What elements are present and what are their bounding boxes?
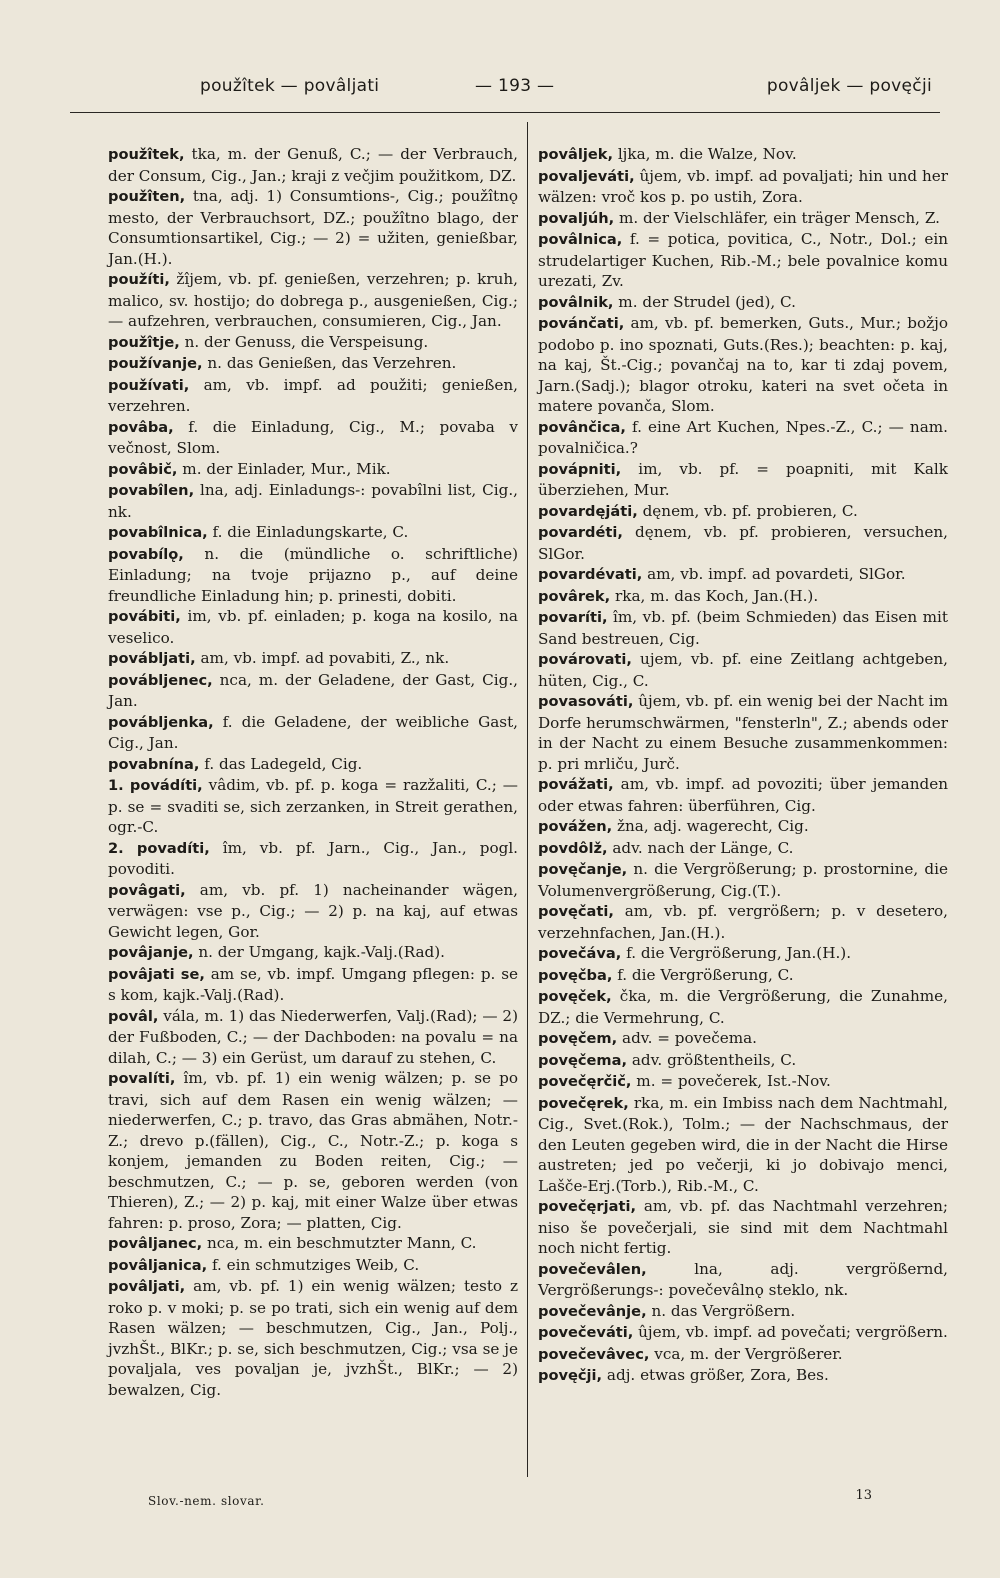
dictionary-entry bbox=[108, 838, 518, 880]
entry-headword: povâljati, bbox=[108, 1278, 186, 1295]
dictionary-entry bbox=[108, 1006, 518, 1069]
header-left-guideword: použîtek — povâljati bbox=[200, 76, 380, 96]
dictionary-entry bbox=[538, 1071, 948, 1093]
dictionary-entry bbox=[108, 712, 518, 754]
entry-definition: rka, m. ein Imbiss nach dem Nachtmahl, Cig., Svet.(Rok.), Tolm.; — der Nachschmaus, der den Leuten gegeben wird, die in der Nacht die Hirse austreten; jed po večerji, ki jo dobivajo menci, Lašče-Erj.(Torb.), Rib.-M., C. bbox=[538, 1093, 948, 1195]
entry-headword: povâjati se, bbox=[108, 965, 205, 983]
dictionary-entry bbox=[538, 774, 948, 816]
entry-headword: povaljúh, bbox=[538, 209, 615, 227]
entry-definition: m. der Einlader, Mur., Mik. bbox=[177, 459, 391, 478]
entry-definition: m. der Vielschläfer, ein träger Mensch, Z. bbox=[614, 208, 940, 227]
dictionary-entry bbox=[108, 459, 518, 481]
dictionary-entry bbox=[108, 1233, 518, 1255]
dictionary-entry bbox=[538, 1050, 948, 1072]
entry-headword: povečęrek, bbox=[538, 1094, 629, 1112]
dictionary-entry bbox=[108, 1068, 518, 1233]
header-rule bbox=[70, 112, 940, 113]
entry-definition: am se, vb. impf. Umgang pflegen: p. se s kom, kajk.-Valj.(Rad). bbox=[108, 964, 518, 1004]
entry-definition: n. die Vergrößerung; p. prostornine, die Volumenvergrößerung, Cig.(T.). bbox=[538, 860, 948, 900]
entry-definition: im, vb. pf. einladen; p. koga na kosilo, na veselico. bbox=[108, 607, 518, 647]
entry-headword: povečevânje, bbox=[538, 1302, 647, 1320]
entry-definition: îm, vb. pf. (beim Schmieden) das Eisen mit Sand bestreuen, Cig. bbox=[538, 608, 948, 648]
dictionary-entry bbox=[108, 186, 518, 269]
entry-definition: nca, m. der Geladene, der Gast, Cig., Jan. bbox=[108, 670, 518, 710]
entry-definition: žna, adj. wagerecht, Cig. bbox=[612, 817, 809, 835]
entry-headword: povasováti, bbox=[538, 693, 634, 710]
dictionary-entry bbox=[108, 353, 518, 375]
entry-headword: použíti, bbox=[108, 271, 170, 288]
entry-headword: povâl, bbox=[108, 1007, 159, 1025]
entry-definition: dęnem, vb. pf. probieren, C. bbox=[637, 501, 858, 520]
entry-definition: am, vb. pf. 1) ein wenig wälzen; testo z roko p. v moki; p. se po trati, sich ein wenig auf dem Rasen wälzen; — beschmutzen, Cig., Jan., Polj., jvzhŠt., BlKr.; p. se, sich beschmutzen, Cig.; vsa se je povaljala, ves povaljan je, jvzhŠt., BlKr.; — 2) bewalzen, Cig. bbox=[108, 1277, 518, 1399]
entry-definition: adj. etwas größer, Zora, Bes. bbox=[602, 1366, 829, 1384]
entry-definition: f. das Ladegeld, Cig. bbox=[199, 754, 363, 773]
dictionary-entry bbox=[108, 880, 518, 943]
entry-definition: adv. = povečema. bbox=[617, 1029, 757, 1047]
entry-definition: n. die (mündliche o. schriftliche) Einladung; na tvoje prijazno p., auf deine freundliche Einladung hin; p. prinesti, dobiti. bbox=[108, 544, 518, 605]
entry-definition: am, vb. pf. vergrößern; p. v desetero, verzehnfachen, Jan.(H.). bbox=[538, 902, 948, 942]
dictionary-entry bbox=[108, 1255, 518, 1277]
entry-headword: použîtje, bbox=[108, 333, 180, 351]
entry-headword: povážen, bbox=[538, 818, 613, 835]
entry-headword: povábljenka, bbox=[108, 713, 214, 731]
dictionary-entry bbox=[108, 417, 518, 459]
entry-definition: f. = potica, povitica, C., Notr., Dol.; ein strudelartiger Kuchen, Rib.-M.; bele povalnice komu urezati, Zv. bbox=[538, 230, 948, 290]
entry-definition: f. die Geladene, der weibliche Gast, Cig., Jan. bbox=[108, 712, 518, 752]
entry-headword: povaljeváti, bbox=[538, 167, 635, 185]
entry-headword: povâjanje, bbox=[108, 944, 194, 961]
entry-definition: f. die Vergrößerung, C. bbox=[612, 965, 794, 984]
entry-headword: povážati, bbox=[538, 776, 614, 793]
entry-definition: lna, adj. Einladungs-: povabîlni list, Cig., nk. bbox=[108, 481, 518, 521]
entry-headword: povęčema, bbox=[538, 1051, 628, 1069]
entry-headword: povâlnica, bbox=[538, 231, 623, 248]
entry-definition: îm, vb. pf. 1) ein wenig wälzen; p. se po travi, sich auf dem Rasen ein wenig wälzen; — niederwerfen, C.; p. travo, das Gras abmähen, Notr.-Z.; drevo p.(fällen), Cig., C., Notr.-Z.; p. koga s konjem, jemanden zu Boden reiten, Cig.; — beschmutzen, C.; — p. se, geboren werden (von Thieren), Z.; — 2) p. kaj, mit einer Walze über etwas fahren: p. proso, Zora; — platten, Cig. bbox=[108, 1069, 518, 1232]
entry-headword: použîtek, bbox=[108, 146, 185, 163]
entry-definition: f. die Vergrößerung, Jan.(H.). bbox=[621, 944, 852, 962]
entry-definition: nca, m. ein beschmutzter Mann, C. bbox=[202, 1234, 477, 1252]
entry-headword: povábiti, bbox=[108, 608, 181, 625]
entry-definition: dęnem, vb. pf. probieren, versuchen, SlGor. bbox=[538, 523, 948, 563]
dictionary-entry bbox=[538, 1322, 948, 1344]
entry-headword: povâlnik, bbox=[538, 293, 614, 311]
entry-headword: povečáva, bbox=[538, 945, 622, 962]
dictionary-entry bbox=[538, 459, 948, 501]
entry-headword: povardévati, bbox=[538, 566, 643, 583]
entry-headword: povęčati, bbox=[538, 903, 614, 920]
dictionary-entry bbox=[538, 208, 948, 230]
dictionary-entry bbox=[538, 1259, 948, 1301]
footer-title: Slov.-nem. slovar. bbox=[148, 1494, 265, 1508]
dictionary-entry bbox=[538, 649, 948, 691]
dictionary-entry bbox=[538, 522, 948, 564]
entry-definition: tna, adj. 1) Consumtions-, Cig.; použîtnǫ mesto, der Verbrauchsort, DZ.; použîtno blago, der Consumtionsartikel, Cig.; — 2) = užiten, genießbar, Jan.(H.). bbox=[108, 187, 518, 268]
running-header bbox=[70, 76, 932, 106]
entry-definition: am, vb. pf. 1) nacheinander wägen, verwägen: vse p., Cig.; — 2) p. na kaj, auf etwas Gewicht legen, Gor. bbox=[108, 880, 518, 941]
entry-definition: vca, m. der Vergrößerer. bbox=[649, 1344, 843, 1363]
entry-definition: f. die Einladungskarte, C. bbox=[207, 523, 409, 541]
dictionary-entry bbox=[538, 1093, 948, 1197]
dictionary-entry bbox=[538, 901, 948, 943]
dictionary-entry bbox=[108, 480, 518, 522]
entry-definition: tka, m. der Genuß, C.; — der Verbrauch, der Consum, Cig., Jan.; kraji z večjim použitkom, DZ. bbox=[108, 145, 518, 185]
entry-definition: m. der Strudel (jed), C. bbox=[613, 292, 796, 311]
dictionary-entry bbox=[108, 522, 518, 544]
entry-definition: lna, adj. vergrößernd, Vergrößerungs-: povečevâlnǫ steklo, nk. bbox=[538, 1259, 948, 1299]
dictionary-entry bbox=[538, 1301, 948, 1323]
entry-headword: povánčati, bbox=[538, 315, 625, 332]
dictionary-entry bbox=[538, 501, 948, 523]
entry-headword: povečevâvec, bbox=[538, 1345, 650, 1363]
entry-headword: povárovati, bbox=[538, 651, 632, 668]
entry-headword: používanje, bbox=[108, 355, 203, 372]
entry-headword: povečęrčič, bbox=[538, 1073, 632, 1090]
dictionary-entry bbox=[538, 1196, 948, 1259]
left-column bbox=[108, 144, 518, 1400]
dictionary-entry bbox=[108, 670, 518, 712]
entry-definition: ûjem, vb. impf. ad povečati; vergrößern. bbox=[633, 1323, 948, 1341]
entry-headword: povalíti, bbox=[108, 1070, 176, 1087]
right-column bbox=[538, 144, 948, 1387]
dictionary-entry bbox=[538, 144, 948, 166]
entry-headword: povârek, bbox=[538, 587, 611, 605]
page-number: — 193 — bbox=[475, 76, 555, 96]
dictionary-entry bbox=[108, 375, 518, 417]
dictionary-entry bbox=[538, 1028, 948, 1050]
entry-definition: am, vb. impf. ad povardeti, SlGor. bbox=[642, 565, 906, 583]
dictionary-entry bbox=[538, 417, 948, 459]
dictionary-entry bbox=[538, 564, 948, 586]
entry-definition: îm, vb. pf. Jarn., Cig., Jan., pogl. povoditi. bbox=[108, 838, 519, 878]
dictionary-entry bbox=[538, 859, 948, 901]
dictionary-entry bbox=[538, 292, 948, 314]
entry-headword: povęčji, bbox=[538, 1367, 603, 1384]
entry-definition: adv. größtentheils, C. bbox=[627, 1050, 797, 1069]
entry-definition: am, vb. impf. ad povabiti, Z., nk. bbox=[195, 649, 450, 667]
dictionary-entry bbox=[538, 607, 948, 649]
entry-definition: n. das Vergrößern. bbox=[646, 1301, 796, 1320]
entry-definition: vála, m. 1) das Niederwerfen, Valj.(Rad); — 2) der Fußboden, C.; — der Dachboden: na povalu = na dilah, C.; — 3) ein Gerüst, um darauf zu stehen, C. bbox=[108, 1006, 518, 1067]
dictionary-entry bbox=[108, 775, 518, 838]
dictionary-entry bbox=[108, 942, 518, 964]
dictionary-entry bbox=[538, 313, 948, 417]
entry-headword: povdôlž, bbox=[538, 839, 608, 857]
entry-headword: povęčem, bbox=[538, 1030, 618, 1047]
dictionary-entry bbox=[108, 648, 518, 670]
entry-headword: povęčba, bbox=[538, 966, 613, 984]
entry-headword: povabîlen, bbox=[108, 482, 195, 499]
entry-headword: povâljanica, bbox=[108, 1256, 208, 1274]
entry-headword: povâljanec, bbox=[108, 1235, 203, 1252]
entry-headword: povečęrjati, bbox=[538, 1198, 637, 1215]
entry-headword: 1. povádíti, bbox=[108, 777, 203, 794]
dictionary-entry bbox=[108, 606, 518, 648]
dictionary-entry bbox=[108, 144, 518, 186]
entry-definition: ujem, vb. pf. eine Zeitlang achtgeben, hüten, Cig., C. bbox=[538, 650, 948, 690]
column-divider bbox=[527, 122, 528, 1477]
dictionary-entry bbox=[108, 332, 518, 354]
entry-definition: rka, m. das Koch, Jan.(H.). bbox=[610, 586, 819, 605]
entry-definition: f. die Einladung, Cig., M.; povaba v večnost, Slom. bbox=[108, 417, 518, 457]
dictionary-entry bbox=[538, 166, 948, 208]
entry-headword: 2. povadíti, bbox=[108, 839, 210, 857]
entry-headword: použîten, bbox=[108, 188, 186, 205]
entry-headword: povęček, bbox=[538, 988, 612, 1005]
entry-definition: ûjem, vb. impf. ad povaljati; hin und her wälzen: vroč kos p. po ustih, Zora. bbox=[538, 166, 948, 206]
entry-definition: am, vb. impf. ad povoziti; über jemanden oder etwas fahren: überführen, Cig. bbox=[538, 775, 948, 815]
entry-definition: n. der Umgang, kajk.-Valj.(Rad). bbox=[193, 943, 446, 961]
entry-definition: žîjem, vb. pf. genießen, verzehren; p. kruh, malico, sv. hostijo; do dobrega p., ausgenießen, Cig.; — aufzehren, verbrauchen, consumieren, Cig., Jan. bbox=[108, 270, 518, 330]
entry-definition: vâdim, vb. pf. p. koga = razžaliti, C.; — p. se = svaditi se, sich zerzanken, in Streit gerathen, ogr.-C. bbox=[108, 776, 518, 836]
entry-definition: n. das Genießen, das Verzehren. bbox=[202, 354, 457, 372]
dictionary-entry bbox=[538, 965, 948, 987]
entry-headword: povardęjáti, bbox=[538, 502, 638, 520]
dictionary-entry bbox=[538, 586, 948, 608]
entry-headword: povâbič, bbox=[108, 460, 178, 478]
dictionary-entry bbox=[108, 1276, 518, 1400]
entry-definition: ljka, m. die Walze, Nov. bbox=[613, 145, 797, 163]
header-right-guideword: povâljek — povęčji bbox=[766, 76, 932, 96]
entry-definition: am, vb. pf. bemerken, Guts., Mur.; božjo podobo p. ino spoznati, Guts.(Res.); beachten: p. kaj, na kaj, Št.-Cig.; povančaj na to, kar ti zdaj povem, Jarn.(Sadj.); blagor otroku, kateri na svet očeta in matere povanča, Slom. bbox=[538, 314, 948, 415]
dictionary-entry bbox=[108, 544, 518, 607]
dictionary-entry bbox=[108, 964, 518, 1006]
entry-headword: povâba, bbox=[108, 418, 174, 436]
entry-definition: am, vb. pf. das Nachtmahl verzehren; niso še povečerjali, sie sind mit dem Nachtmahl noch nicht fertig. bbox=[538, 1197, 948, 1257]
dictionary-entry bbox=[538, 691, 948, 774]
entry-definition: čka, m. die Vergrößerung, die Zunahme, DZ.; die Vermehrung, C. bbox=[538, 987, 948, 1027]
entry-headword: povâgati, bbox=[108, 881, 186, 899]
dictionary-entry bbox=[538, 838, 948, 860]
entry-headword: povabílǫ, bbox=[108, 545, 184, 563]
entry-headword: povečeváti, bbox=[538, 1324, 634, 1341]
entry-headword: povábljenec, bbox=[108, 671, 213, 689]
entry-headword: povęčanje, bbox=[538, 861, 628, 878]
entry-headword: povabnína, bbox=[108, 755, 200, 773]
dictionary-entry bbox=[538, 986, 948, 1028]
entry-headword: povečevâlen, bbox=[538, 1260, 647, 1278]
entry-headword: povabîlnica, bbox=[108, 524, 208, 541]
entry-definition: adv. nach der Länge, C. bbox=[607, 838, 794, 857]
entry-headword: povápniti, bbox=[538, 460, 622, 478]
entry-definition: n. der Genuss, die Verspeisung. bbox=[179, 332, 429, 351]
dictionary-entry bbox=[108, 269, 518, 332]
entry-headword: povábljati, bbox=[108, 650, 196, 667]
entry-headword: používati, bbox=[108, 376, 190, 394]
entry-definition: f. ein schmutziges Weib, C. bbox=[207, 1255, 420, 1274]
entry-definition: m. = povečerek, Ist.-Nov. bbox=[631, 1072, 831, 1090]
dictionary-entry bbox=[538, 229, 948, 292]
entry-definition: im, vb. pf. = poapniti, mit Kalk überziehen, Mur. bbox=[538, 459, 948, 499]
dictionary-entry bbox=[538, 1365, 948, 1387]
dictionary-entry bbox=[538, 943, 948, 965]
entry-definition: ûjem, vb. pf. ein wenig bei der Nacht im Dorfe herumschwärmen, "fensterln", Z.; abends oder in der Nacht zu einem Besuche zusammenkommen: p. pri mrliču, Jurč. bbox=[538, 692, 948, 773]
dictionary-entry bbox=[538, 1344, 948, 1366]
dictionary-entry bbox=[538, 816, 948, 838]
entry-headword: povardéti, bbox=[538, 524, 623, 541]
entry-headword: povânčica, bbox=[538, 418, 626, 436]
dictionary-entry bbox=[108, 754, 518, 776]
entry-definition: f. eine Art Kuchen, Npes.-Z., C.; — nam. povalničica.? bbox=[538, 417, 948, 457]
entry-headword: povaríti, bbox=[538, 609, 608, 626]
entry-definition: am, vb. impf. ad použiti; genießen, verzehren. bbox=[108, 375, 518, 415]
signature-mark: 13 bbox=[855, 1488, 872, 1503]
entry-headword: povâljek, bbox=[538, 146, 613, 163]
